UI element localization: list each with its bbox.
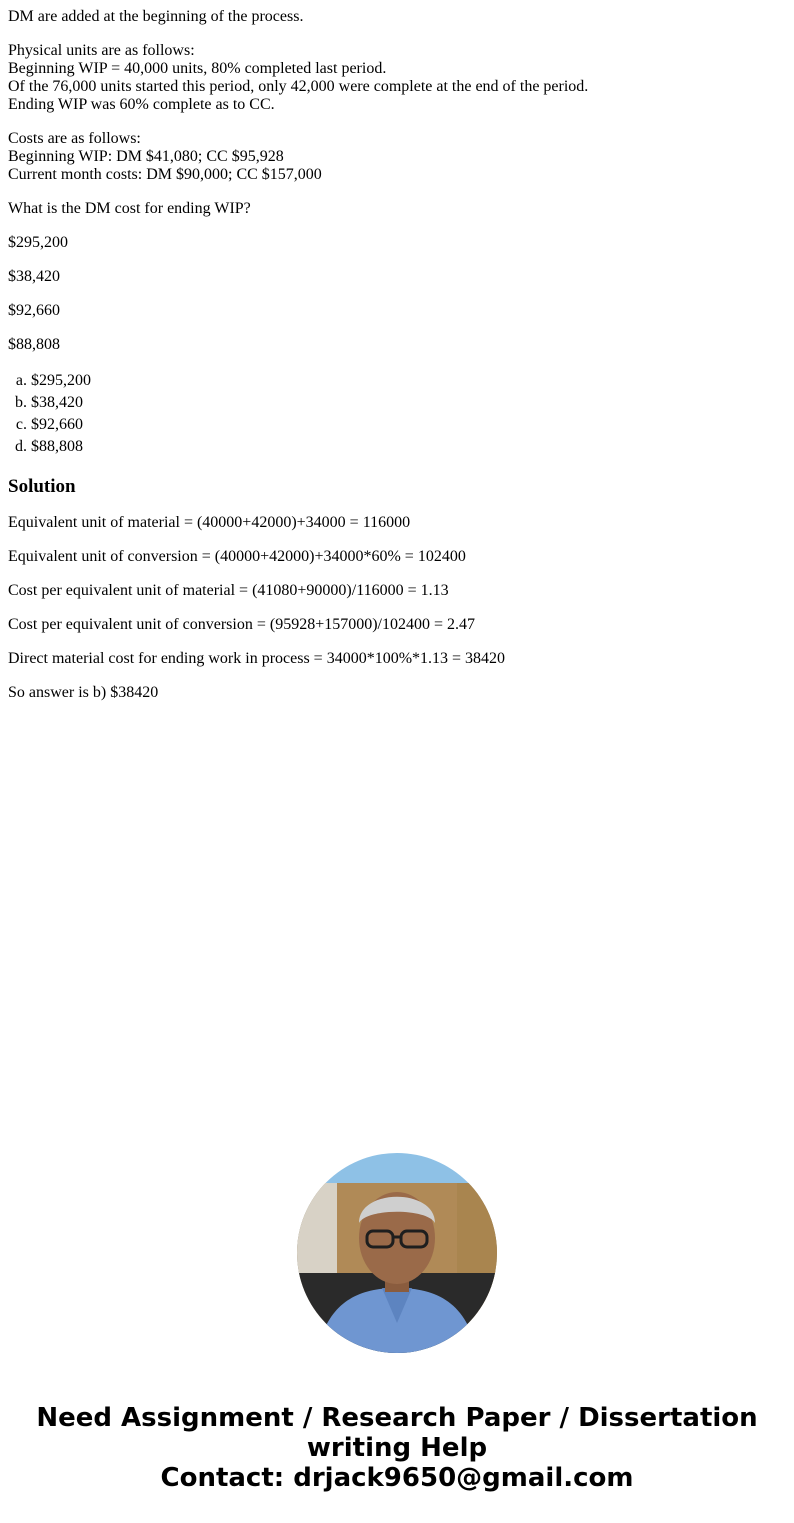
- option-d: d. $88,808: [31, 436, 786, 458]
- choice-text: $38,420: [8, 268, 60, 285]
- solution-line: Equivalent unit of material = (40000+42000)+34000 = 116000: [8, 514, 411, 531]
- units-line: Ending WIP was 60% complete as to CC.: [8, 96, 275, 113]
- solution-line: Direct material cost for ending work in process = 34000*100%*1.13 = 38420: [8, 650, 506, 667]
- promo-banner: [0, 1403, 794, 1493]
- choice-text: $88,808: [8, 336, 60, 353]
- solution-line: Cost per equivalent unit of conversion = (95928+157000)/102400 = 2.47: [8, 616, 476, 633]
- solution-body: [8, 514, 786, 702]
- solution-line: Cost per equivalent unit of material = (41080+90000)/116000 = 1.13: [8, 582, 449, 599]
- physical-units-block: [8, 42, 786, 114]
- choice-text: $92,660: [8, 302, 60, 319]
- question-prompt: What is the DM cost for ending WIP?: [8, 200, 251, 217]
- option-b: b. $38,420: [31, 392, 786, 414]
- option-c: c. $92,660: [31, 414, 786, 436]
- units-line: Of the 76,000 units started this period, only 42,000 were complete at the end of the period.: [8, 78, 589, 95]
- intro-text: DM are added at the beginning of the process.: [8, 8, 304, 25]
- promo-contact: Contact: drjack9650@gmail.com: [160, 1463, 634, 1493]
- promo-line: Need Assignment / Research Paper / Dissertation: [36, 1403, 758, 1433]
- solution-line: Equivalent unit of conversion = (40000+42000)+34000*60% = 102400: [8, 548, 466, 565]
- option-a: a. $295,200: [31, 370, 786, 392]
- choice-text: $295,200: [8, 234, 68, 251]
- costs-heading: Costs are as follows:: [8, 130, 141, 147]
- solution-heading: Solution: [8, 476, 76, 497]
- document-body: [8, 8, 786, 718]
- costs-block: [8, 130, 786, 184]
- promo-line: writing Help: [306, 1433, 488, 1463]
- units-heading: Physical units are as follows:: [8, 42, 195, 59]
- units-line: Beginning WIP = 40,000 units, 80% completed last period.: [8, 60, 387, 77]
- costs-line: Current month costs: DM $90,000; CC $157,000: [8, 166, 322, 183]
- costs-line: Beginning WIP: DM $41,080; CC $95,928: [8, 148, 284, 165]
- options-list: [8, 370, 786, 458]
- author-photo-icon: [297, 1153, 497, 1353]
- author-avatar: [297, 1153, 497, 1353]
- solution-answer: So answer is b) $38420: [8, 684, 159, 701]
